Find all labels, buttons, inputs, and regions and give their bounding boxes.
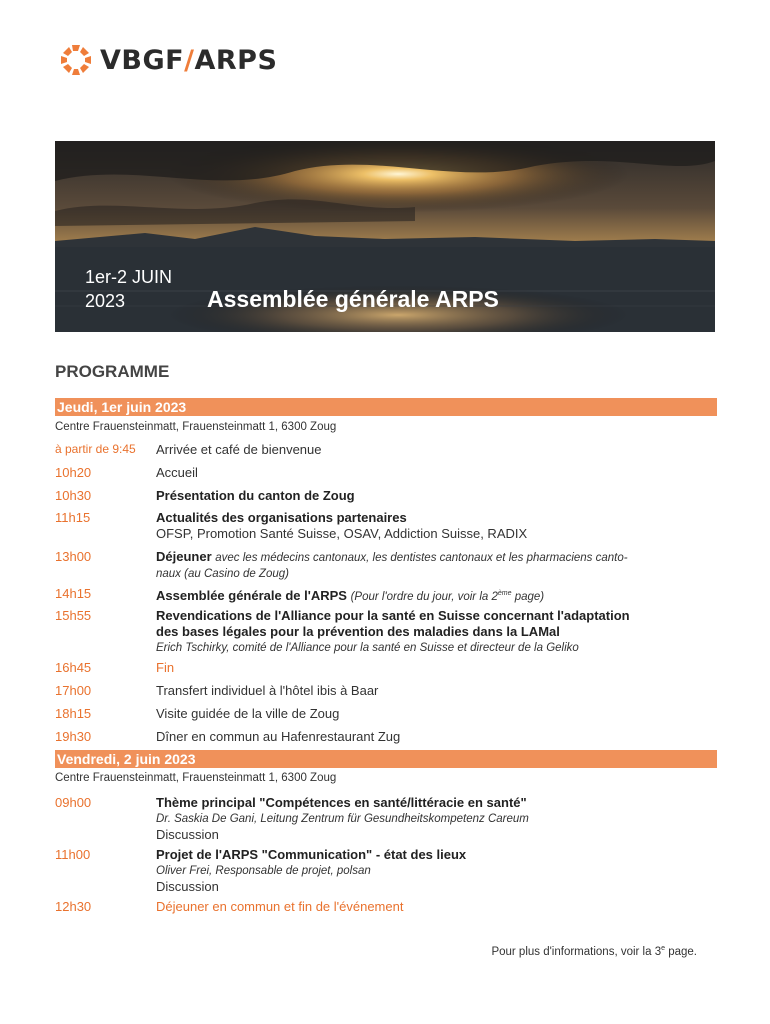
day2-heading: Vendredi, 2 juin 2023 [55, 750, 717, 768]
hero-title: Assemblée générale ARPS [207, 286, 499, 312]
hero-banner [55, 141, 715, 332]
brand-wordmark: VBGF/ARPS [100, 44, 278, 76]
day2-venue: Centre Frauensteinmatt, Frauensteinmatt 1, 6300 Zoug [55, 772, 337, 784]
brand-logo [58, 40, 277, 80]
footer-note: Pour plus d'informations, voir la 3e page. [491, 945, 697, 958]
arps-ring-icon [58, 42, 94, 78]
day1-heading: Jeudi, 1er juin 2023 [55, 398, 717, 416]
day1-venue: Centre Frauensteinmatt, Frauensteinmatt 1, 6300 Zoug [55, 421, 337, 433]
programme-heading: PROGRAMME [55, 362, 170, 381]
hero-date: 1er-2 JUIN 2023 [85, 267, 173, 311]
